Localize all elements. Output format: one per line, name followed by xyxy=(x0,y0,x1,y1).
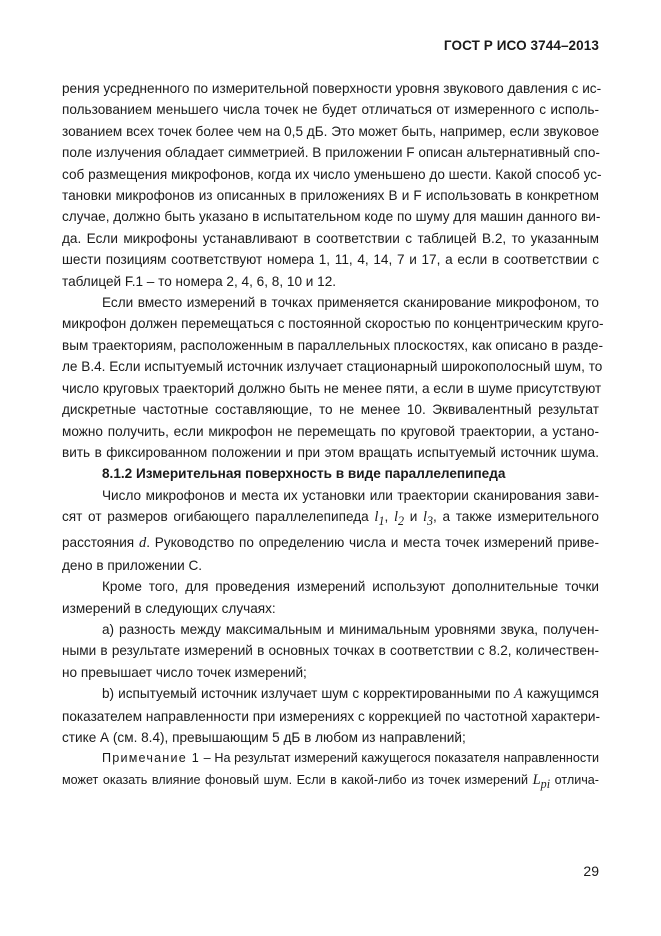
text-line: тановки микрофонов из описанных в приложениях В и F использовать в конкретном xyxy=(62,188,599,204)
text-fragment: и xyxy=(409,509,418,525)
text-line xyxy=(62,770,599,795)
text-line xyxy=(62,748,599,769)
text-fragment: расстояния xyxy=(62,535,135,551)
text-fragment: может оказать влияние фоновый шум. Если в какой-либо из точек измерений xyxy=(62,772,529,787)
text-line: соб размещения микрофонов, когда их число уменьшено до шести. Какой способ ус- xyxy=(62,166,602,182)
text-fragment: , а также измерительного xyxy=(433,509,599,525)
text-line: дено в приложении С. xyxy=(62,557,203,573)
text-fragment: кажущимся xyxy=(526,686,600,702)
text-line: ными в результате измерений в основных точках в соответствии с 8.2, количествен- xyxy=(62,643,599,659)
text-line: можно получить, если микрофон не перемещать по круговой траектории, а устано- xyxy=(62,423,599,439)
text-line: a) разность между максимальным и минимальным уровнями звука, получен- xyxy=(102,622,599,638)
text-line: дискретные частотные составляющие, то не менее 10. Эквивалентный результат xyxy=(62,402,599,418)
text-line: шести позициям соответствуют номера 1, 11, 4, 14, 7 и 17, а если в соответствии с xyxy=(62,252,599,268)
paragraph-scanning xyxy=(62,292,604,463)
note-paragraph xyxy=(62,748,599,795)
section-heading: 8.1.2 Измерительная поверхность в виде параллелепипеда xyxy=(102,466,506,482)
text-line: число круговых траекторий должно быть не менее пяти, а если в шуме присутствуют xyxy=(62,380,602,396)
text-fragment: сят от размеров огибающего параллелепипеда xyxy=(62,509,369,525)
text-line: зованием всех точек более чем на 0,5 дБ. Это может быть, например, если звуковое xyxy=(62,123,599,139)
text-line: Если вместо измерений в точках применяется сканирование микрофоном, то xyxy=(102,295,599,311)
text-fragment: – На результат измерений кажущегося показателя направленности xyxy=(199,751,599,766)
text-line: рения усредненного по измерительной поверхности уровня звукового давления с ис- xyxy=(62,81,602,96)
text-line: пользованием меньшего числа точек не будет отличаться от измеренного с исполь- xyxy=(62,102,599,118)
list-item-b xyxy=(62,683,599,748)
symbol-l2: $l_2$ xyxy=(393,509,405,529)
paragraph-microphones xyxy=(62,485,599,577)
text-line: показателем направленности при измерениях с коррекцией по частотной характери- xyxy=(62,708,601,724)
text-line: Число микрофонов и места их установки или траектории сканирования зави- xyxy=(102,487,599,503)
symbol-d: d xyxy=(138,535,147,552)
document-id-header: ГОСТ Р ИСО 3744–2013 xyxy=(443,38,599,53)
symbol-A: A xyxy=(513,686,523,703)
text-line: случае, должно быть указано в испытательном коде по шуму для машин данного ви- xyxy=(62,209,601,225)
text-line: но превышает число точек измерений; xyxy=(62,664,307,680)
text-fragment: b) испытуемый источник излучает шум с корректированными по xyxy=(102,686,510,702)
symbol-l1: $l_1$ xyxy=(374,509,385,529)
page-number: 29 xyxy=(583,863,599,879)
text-line: да. Если микрофоны устанавливают в соответствии с таблицей В.2, то указанным xyxy=(62,230,599,246)
text-line: микрофон должен перемещаться с постоянной скоростью по концентрическим круго- xyxy=(62,316,604,332)
symbol-Lpi: $L_{pi}$ xyxy=(532,771,551,791)
text-line: ле В.4. Если испытуемый источник излучает стационарный широкополосный шум, то xyxy=(62,359,603,375)
text-line: измерений в следующих случаях: xyxy=(62,600,276,616)
text-line xyxy=(62,683,599,705)
text-line: стике А (см. 8.4), превышающим 5 дБ в любом из направлений; xyxy=(62,730,466,746)
text-fragment: отлича- xyxy=(554,772,600,787)
paragraph-continuation xyxy=(62,78,602,292)
text-line: сят от размеров огибающего параллелепипеда $l_1$, $l_2$ и $l_3$, а также измерительного xyxy=(62,509,599,529)
text-line xyxy=(62,532,599,554)
symbol-l3: $l_3$ xyxy=(422,509,434,529)
text-line: поле излучения обладает симметрией. В приложении F описан альтернативный спо- xyxy=(62,145,600,161)
text-line: таблицей F.1 – то номера 2, 4, 6, 8, 10 и 12. xyxy=(62,273,337,289)
text-line: вить в фиксированном положении и при этом вращать испытуемый источник шума. xyxy=(62,444,599,460)
list-item-a xyxy=(62,619,599,683)
text-line: вым траекториям, расположенным в параллельных плоскостях, как описано в разде- xyxy=(62,337,604,353)
page-body xyxy=(62,78,604,795)
paragraph-additional-points xyxy=(62,576,599,619)
text-line: Кроме того, для проведения измерений используют дополнительные точки xyxy=(102,579,599,595)
note-label: Примечание 1 xyxy=(102,751,200,766)
text-fragment: . Руководство по определению числа и места точек измерений приве- xyxy=(146,535,600,551)
